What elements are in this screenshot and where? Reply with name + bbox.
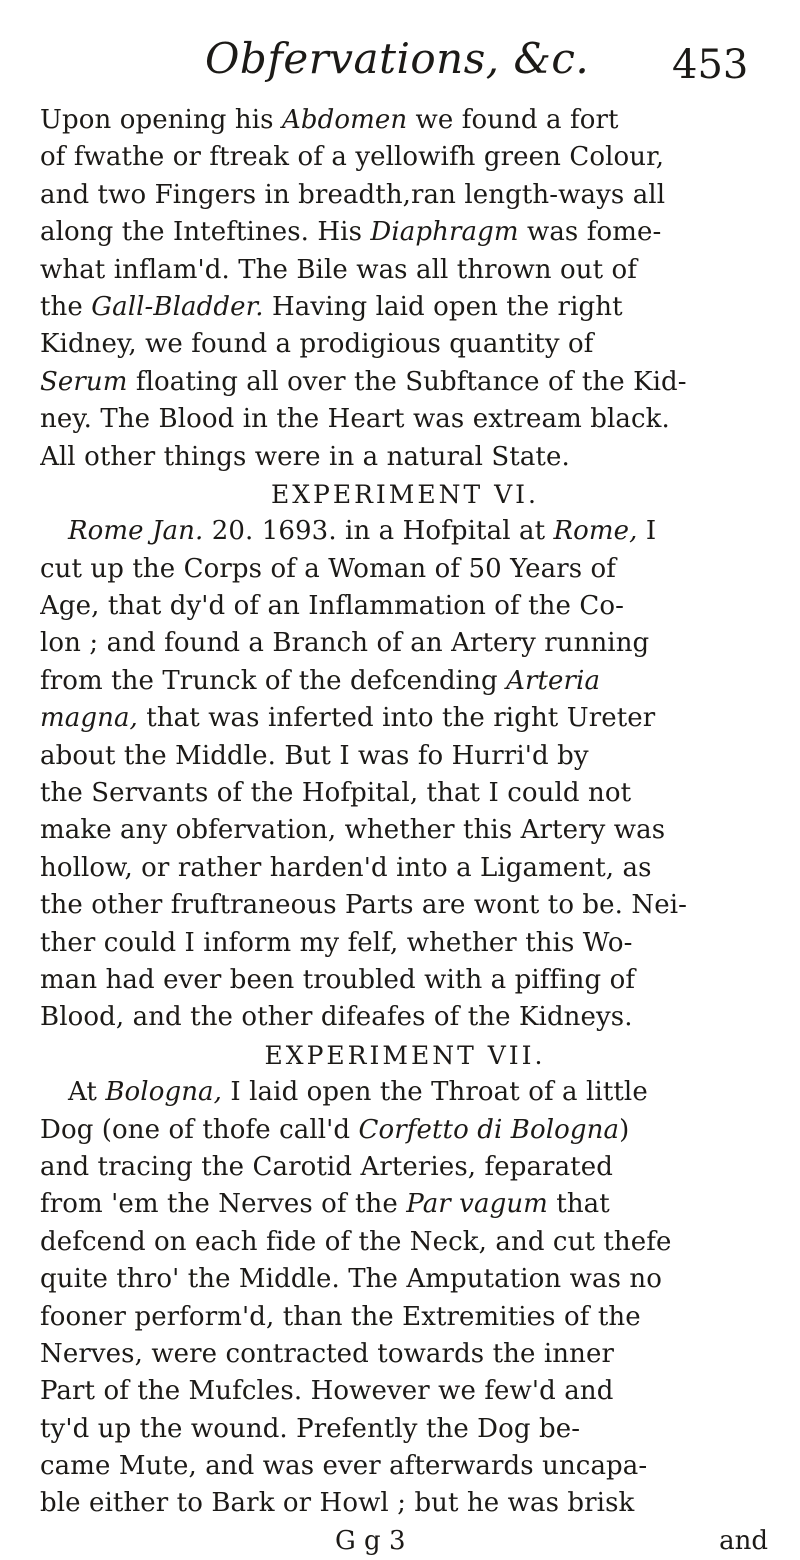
text-line: [40, 588, 770, 625]
text-line: [40, 738, 770, 775]
text-segment: Upon opening his: [40, 105, 282, 135]
text-segment: of fwathe or ftreak of a yellowifh green Colour,: [40, 142, 665, 173]
section-heading: [40, 476, 770, 513]
text-line: [40, 513, 770, 550]
text-segment: what inflam'd. The Bile was all thrown out of: [40, 254, 638, 285]
text-line: [40, 401, 770, 438]
page-footer: [40, 1523, 770, 1560]
text-line: [40, 364, 770, 401]
text-segment: EXPERIMENT VI.: [270, 479, 540, 509]
text-line: [40, 1448, 770, 1485]
text-line: [40, 289, 770, 326]
text-segment: we found a fort: [407, 105, 619, 135]
text-line: [40, 1224, 770, 1261]
text-segment: cut up the Corps of a Woman of 50 Years of: [40, 553, 617, 584]
text-line: [40, 1373, 770, 1410]
italic-text: Corfetto di Bologna: [358, 1114, 620, 1145]
text-segment: make any obfervation, whether this Artery was: [40, 815, 666, 846]
text-segment: I laid open the Throat of a little: [222, 1077, 648, 1108]
text-segment: defcend on each fide of the Neck, and cut thefe: [40, 1226, 672, 1257]
text-segment: floating all over the Subftance of the Kid-: [127, 366, 687, 397]
text-line: [40, 1261, 770, 1298]
text-segment: from the Trunck of the defcending: [40, 665, 507, 696]
text-segment: ty'd up the wound. Prefently the Dog be-: [40, 1413, 581, 1444]
text-segment: Kidney, we found a prodigious quantity of: [40, 329, 594, 360]
text-line: [40, 1299, 770, 1336]
italic-text: Rome Jan.: [68, 516, 204, 547]
text-line: [40, 1336, 770, 1373]
text-segment: fooner perform'd, than the Extremities of the: [40, 1301, 641, 1332]
text-segment: Having laid open the right: [263, 291, 623, 322]
text-line: [40, 102, 770, 139]
body-text: [40, 102, 770, 1560]
text-segment: man had ever been troubled with a piffing of: [40, 964, 636, 995]
text-segment: ther could I inform my felf, whether this Wo-: [40, 927, 633, 958]
italic-text: Arteria: [506, 665, 601, 696]
text-line: [40, 252, 770, 289]
text-segment: All other things were in a natural State.: [40, 441, 570, 472]
text-line: [40, 700, 770, 737]
text-line: [40, 1186, 770, 1223]
text-segment: that: [547, 1189, 610, 1220]
page-header: [0, 28, 800, 98]
italic-text: Rome,: [553, 516, 638, 547]
text-segment: Nerves, were contracted towards the inner: [40, 1338, 614, 1369]
text-segment: about the Middle. But I was fo Hurri'd by: [40, 740, 589, 771]
text-line: [40, 177, 770, 214]
text-line: [40, 139, 770, 176]
text-segment: quite thro' the Middle. The Amputation was no: [40, 1264, 662, 1295]
italic-text: Bologna,: [105, 1077, 223, 1108]
text-segment: lon ; and found a Branch of an Artery running: [40, 628, 650, 659]
text-segment: the: [40, 291, 92, 322]
text-segment: Age, that dy'd of an Inflammation of the Co-: [40, 591, 624, 622]
text-segment: 20. 1693. in a Hofpital at: [203, 516, 554, 547]
text-line: [40, 326, 770, 363]
text-segment: and tracing the Carotid Arteries, feparated: [40, 1151, 613, 1182]
text-segment: the Servants of the Hofpital, that I could not: [40, 778, 632, 809]
text-segment: Dog (one of thofe call'd: [40, 1114, 359, 1145]
text-segment: At: [68, 1077, 106, 1108]
section-heading: [40, 1037, 770, 1074]
text-segment: I: [637, 516, 657, 547]
catchword: and: [719, 1525, 768, 1556]
text-line: [40, 1411, 770, 1448]
text-line: [40, 1074, 770, 1111]
text-line: [40, 1485, 770, 1522]
text-line: [40, 999, 770, 1036]
text-lines: [40, 102, 770, 1523]
text-segment: and two Fingers in breadth,ran length-ways all: [40, 179, 666, 210]
italic-text: Gall-Bladder.: [91, 291, 264, 322]
text-line: [40, 551, 770, 588]
text-line: [40, 663, 770, 700]
text-line: [40, 1112, 770, 1149]
italic-text: Par vagum: [406, 1189, 548, 1220]
text-segment: came Mute, and was ever afterwards uncapa-: [40, 1451, 648, 1482]
text-line: [40, 850, 770, 887]
running-head: Obfervations, &c.: [205, 34, 590, 83]
text-segment: ble either to Bark or Howl ; but he was brisk: [40, 1488, 635, 1519]
page-number: 453: [672, 42, 749, 88]
text-line: [40, 925, 770, 962]
italic-text: magna,: [40, 703, 138, 734]
italic-text: Abdomen: [281, 105, 408, 135]
text-line: [40, 214, 770, 251]
text-line: [40, 1149, 770, 1186]
text-line: [40, 775, 770, 812]
text-segment: ney. The Blood in the Heart was extream black.: [40, 404, 670, 435]
text-line: [40, 887, 770, 924]
text-segment: from 'em the Nerves of the: [40, 1189, 407, 1220]
text-line: [40, 962, 770, 999]
text-segment: hollow, or rather harden'd into a Ligament, as: [40, 852, 652, 883]
text-line: [40, 625, 770, 662]
italic-text: Diaphragm: [370, 217, 519, 248]
text-segment: that was inferted into the right Ureter: [137, 703, 656, 734]
text-segment: EXPERIMENT VII.: [264, 1040, 546, 1070]
signature-mark: G g 3: [335, 1525, 406, 1556]
text-segment: ): [619, 1114, 630, 1145]
text-line: [40, 812, 770, 849]
text-segment: was fome-: [518, 217, 662, 248]
text-segment: the other fruftraneous Parts are wont to be. Nei-: [40, 890, 688, 921]
text-segment: Part of the Mufcles. However we few'd and: [40, 1376, 614, 1407]
text-segment: Blood, and the other difeafes of the Kidneys.: [40, 1002, 633, 1033]
text-segment: along the Inteftines. His: [40, 217, 371, 248]
text-line: [40, 439, 770, 476]
italic-text: Serum: [40, 366, 128, 397]
